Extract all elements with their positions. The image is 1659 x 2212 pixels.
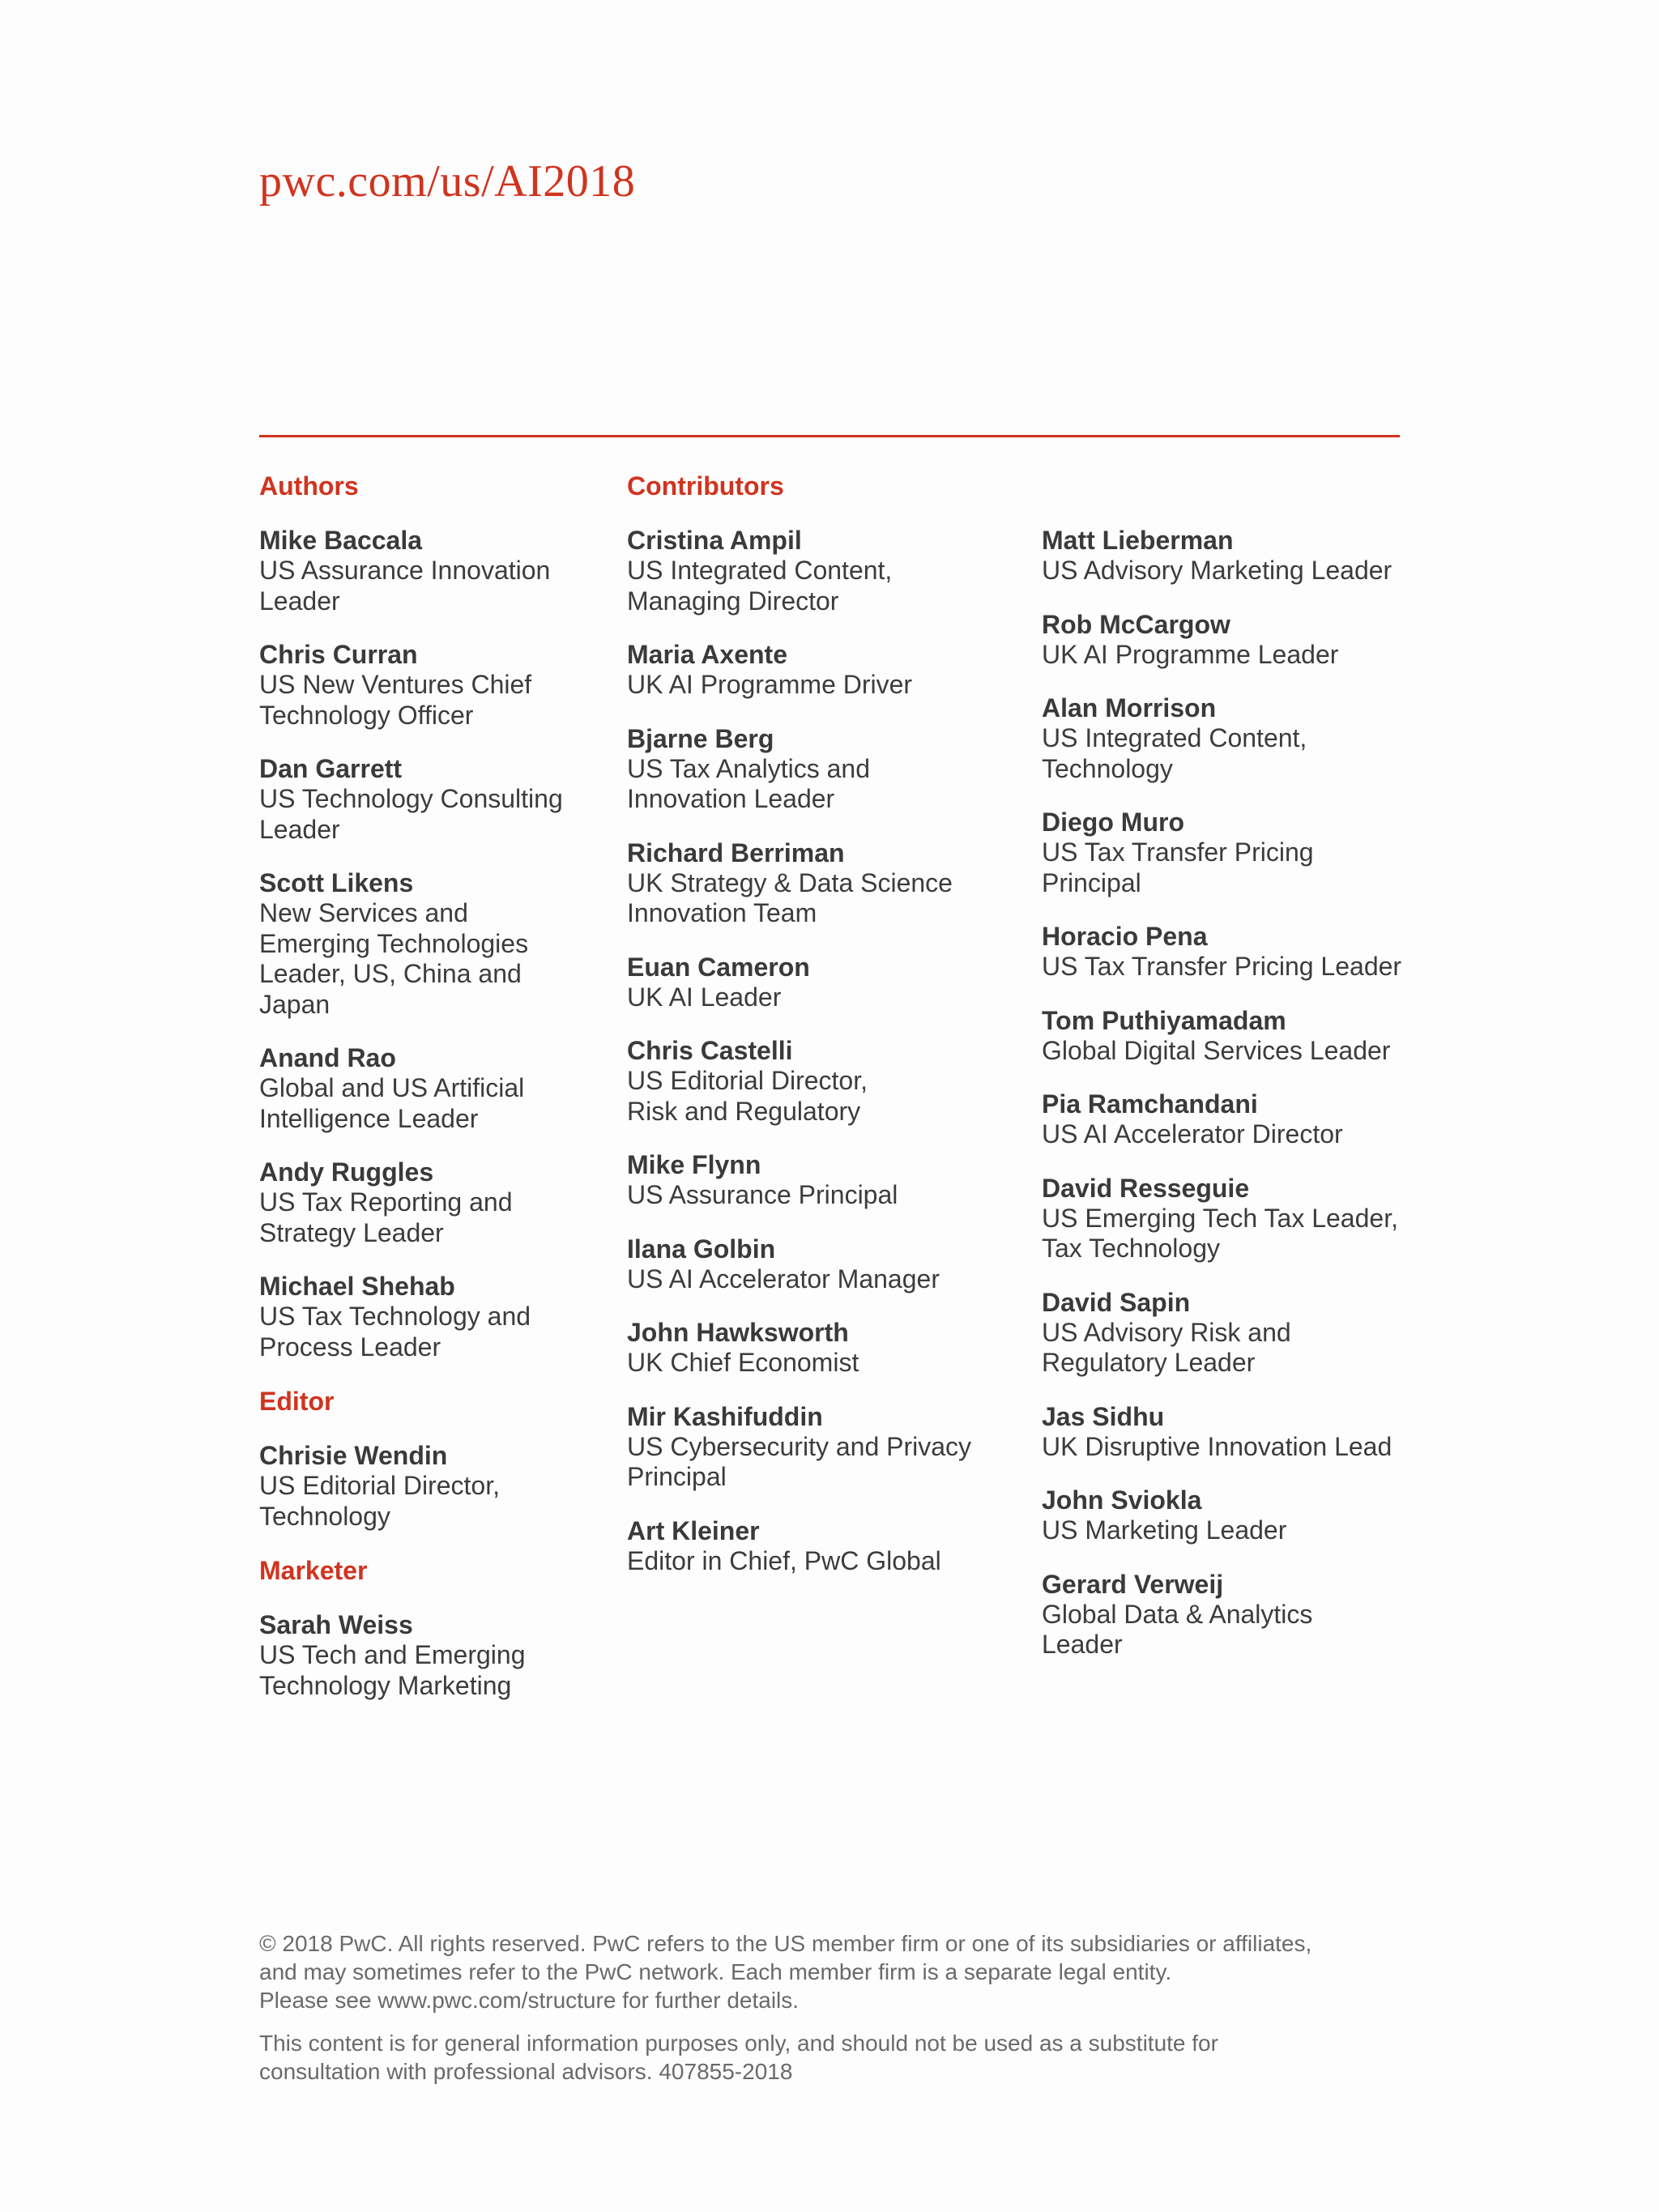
person-entry — [1042, 526, 1431, 586]
person-role: UK Strategy & Data Science Innovation Team — [627, 867, 953, 927]
person-entry — [627, 1234, 1032, 1295]
person-role: New Services and Emerging Technologies Leader, US, China and Japan — [259, 898, 529, 1019]
person-entry — [259, 868, 591, 1020]
person-role: US Tax Transfer Pricing Leader — [1042, 952, 1402, 981]
person-name: Richard Berriman — [627, 837, 845, 867]
person-name: Alan Morrison — [1042, 693, 1217, 722]
person-entry — [259, 640, 591, 731]
person-entry — [1042, 1174, 1431, 1264]
marketer-list — [259, 1610, 591, 1701]
authors-column — [259, 471, 591, 1724]
person-entry — [1042, 693, 1431, 784]
contributors-heading: Contributors — [627, 471, 784, 501]
person-entry — [1042, 1402, 1431, 1463]
contributors-column-continued — [1042, 471, 1431, 1684]
person-entry — [259, 1272, 591, 1362]
disclaimer-notice: This content is for general information purposes only, and should not be used as a substitute for consultation with professional advisors. 407855-2018 — [259, 2031, 1218, 2084]
person-entry — [1042, 1288, 1431, 1379]
person-role: US New Ventures Chief Technology Officer — [259, 670, 532, 730]
person-role: US Integrated Content, Technology — [1042, 723, 1307, 783]
person-name: Mike Flynn — [627, 1150, 761, 1179]
person-role: Editor in Chief, PwC Global — [627, 1545, 941, 1575]
person-name: John Hawksworth — [627, 1318, 849, 1347]
person-name: Horacio Pena — [1042, 922, 1208, 951]
contributors-list-continued — [1042, 471, 1431, 1660]
marketer-heading: Marketer — [259, 1556, 368, 1585]
editor-heading: Editor — [259, 1387, 335, 1416]
report-url-link[interactable]: pwc.com/us/AI2018 — [259, 156, 636, 207]
person-role: US Integrated Content, Managing Director — [627, 556, 893, 616]
person-entry — [1042, 1006, 1431, 1067]
person-role: US AI Accelerator Director — [1042, 1119, 1343, 1149]
person-name: Michael Shehab — [259, 1272, 455, 1301]
person-name: Anand Rao — [259, 1043, 396, 1072]
person-entry — [259, 1441, 591, 1532]
contributors-list — [627, 526, 1032, 1576]
person-role: US Emerging Tech Tax Leader, Tax Technology — [1042, 1203, 1398, 1263]
person-name: Mike Baccala — [259, 526, 423, 555]
person-entry — [627, 526, 1032, 616]
person-name: Maria Axente — [627, 640, 787, 669]
person-name: Rob McCargow — [1042, 609, 1230, 639]
person-name: Cristina Ampil — [627, 526, 802, 555]
person-entry — [627, 724, 1032, 815]
person-name: Chrisie Wendin — [259, 1441, 448, 1470]
person-entry — [259, 754, 591, 845]
person-name: Mir Kashifuddin — [627, 1401, 823, 1431]
person-name: David Resseguie — [1042, 1173, 1250, 1203]
person-name: Euan Cameron — [627, 952, 810, 982]
person-role: US Tech and Emerging Technology Marketing — [259, 1640, 526, 1700]
person-entry — [1042, 1485, 1431, 1546]
person-name: Sarah Weiss — [259, 1610, 413, 1639]
person-name: Andy Ruggles — [259, 1157, 434, 1187]
person-name: Bjarne Berg — [627, 723, 774, 753]
person-role: UK AI Programme Leader — [1042, 639, 1339, 669]
person-entry — [1042, 808, 1431, 898]
person-role: UK Disruptive Innovation Lead — [1042, 1431, 1392, 1461]
person-name: David Sapin — [1042, 1287, 1191, 1317]
person-role: US AI Accelerator Manager — [627, 1264, 940, 1294]
person-name: Art Kleiner — [627, 1515, 760, 1545]
divider-rule — [259, 435, 1400, 437]
person-role: Global and US Artificial Intelligence Leader — [259, 1073, 525, 1133]
person-name: John Sviokla — [1042, 1485, 1202, 1515]
person-entry — [627, 640, 1032, 701]
person-entry — [259, 1157, 591, 1248]
person-name: Gerard Verweij — [1042, 1569, 1224, 1599]
person-entry — [259, 1610, 591, 1701]
person-name: Jas Sidhu — [1042, 1401, 1165, 1431]
person-entry — [627, 953, 1032, 1013]
person-role: US Advisory Marketing Leader — [1042, 556, 1392, 585]
person-entry — [627, 1150, 1032, 1211]
person-entry — [627, 1516, 1032, 1577]
person-name: Dan Garrett — [259, 754, 403, 783]
person-role: UK AI Leader — [627, 982, 782, 1012]
person-name: Scott Likens — [259, 868, 414, 897]
person-name: Tom Puthiyamadam — [1042, 1005, 1286, 1035]
person-name: Pia Ramchandani — [1042, 1089, 1258, 1119]
person-role: US Editorial Director, Risk and Regulatory — [627, 1066, 868, 1126]
person-role: US Advisory Risk and Regulatory Leader — [1042, 1317, 1291, 1377]
person-role: US Cybersecurity and Privacy Principal — [627, 1431, 972, 1491]
editor-list — [259, 1441, 591, 1532]
person-role: US Tax Reporting and Strategy Leader — [259, 1187, 513, 1247]
person-role: UK AI Programme Driver — [627, 670, 913, 699]
person-role: US Tax Analytics and Innovation Leader — [627, 753, 871, 813]
person-entry — [627, 1318, 1032, 1379]
person-entry — [259, 526, 591, 616]
person-role: US Tax Transfer Pricing Principal — [1042, 837, 1314, 897]
person-role: US Marketing Leader — [1042, 1515, 1287, 1545]
person-role: Global Digital Services Leader — [1042, 1035, 1391, 1065]
person-entry — [1042, 922, 1431, 982]
authors-heading: Authors — [259, 471, 359, 501]
authors-list — [259, 526, 591, 1362]
person-role: US Technology Consulting Leader — [259, 784, 563, 844]
person-role: US Assurance Innovation Leader — [259, 556, 551, 616]
person-entry — [627, 838, 1032, 929]
person-role: US Assurance Principal — [627, 1180, 898, 1209]
person-entry — [1042, 1089, 1431, 1150]
person-entry — [259, 1043, 591, 1134]
person-role: UK Chief Economist — [627, 1348, 859, 1377]
legal-footer — [259, 1929, 1458, 2100]
person-entry — [627, 1036, 1032, 1127]
person-name: Chris Curran — [259, 640, 418, 669]
person-name: Chris Castelli — [627, 1036, 793, 1065]
copyright-notice: © 2018 PwC. All rights reserved. PwC refers to the US member firm or one of its subsidiaries or affiliates, and may sometimes refer to the PwC network. Each member firm is a separate legal entity. Please see www.pwc.com/structure for further details. — [259, 1931, 1312, 2013]
person-entry — [1042, 610, 1431, 671]
person-role: US Editorial Director, Technology — [259, 1471, 500, 1531]
person-role: Global Data & Analytics Leader — [1042, 1599, 1313, 1659]
person-role: US Tax Technology and Process Leader — [259, 1302, 531, 1362]
person-name: Ilana Golbin — [627, 1234, 776, 1264]
person-entry — [1042, 1570, 1431, 1660]
person-entry — [627, 1402, 1032, 1493]
contributors-column — [627, 471, 1032, 1600]
person-name: Diego Muro — [1042, 808, 1184, 837]
person-name: Matt Lieberman — [1042, 526, 1234, 555]
